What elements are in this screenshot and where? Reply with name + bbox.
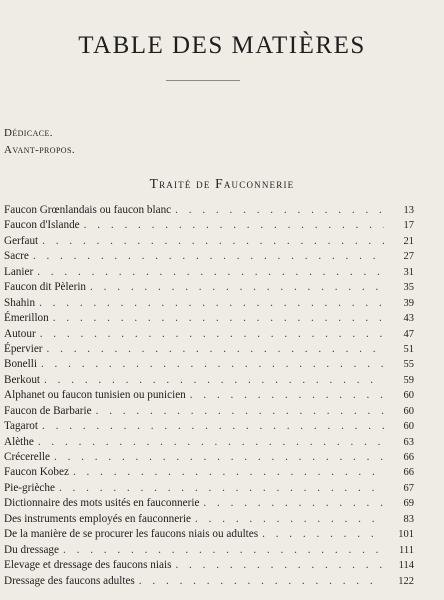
page-title: TABLE DES MATIÈRES [78, 32, 366, 59]
toc-entry [4, 559, 414, 574]
toc-entry [4, 219, 414, 234]
front-matter-avant-propos: Avant-propos. [4, 144, 75, 156]
toc-entry-page: 31 [403, 266, 414, 278]
toc-entry-page: 13 [403, 205, 414, 216]
toc-entry [4, 358, 414, 373]
dot-leader [73, 466, 384, 478]
dot-leader [59, 482, 384, 494]
toc-entry-page: 66 [403, 452, 414, 463]
dot-leader [40, 328, 384, 340]
title-rule [166, 80, 240, 81]
toc-entry-page: 59 [403, 374, 414, 386]
dot-leader [90, 281, 384, 293]
toc-entry [4, 297, 414, 312]
toc-entry-page: 43 [403, 313, 414, 325]
toc-entry-label: Sacre [4, 250, 29, 263]
toc-entry-label: Tagarot [4, 420, 39, 433]
toc-entry-label: Pie-grièche [4, 481, 55, 494]
dot-leader [175, 204, 384, 216]
toc-entry [4, 328, 414, 343]
toc-entry [4, 343, 414, 358]
dot-leader [53, 312, 384, 324]
dot-leader [262, 528, 384, 540]
dot-leader [37, 266, 384, 278]
toc-entry-label: Lanier [4, 265, 34, 278]
toc-entry-page: 27 [403, 251, 414, 263]
toc-entry-page: 111 [399, 544, 414, 556]
toc-entry-label: Faucon Kobez [4, 466, 69, 479]
toc-entry-page: 51 [403, 343, 414, 355]
dot-leader [190, 389, 384, 401]
toc-entry-label: Faucon dit Pèlerin [4, 281, 87, 294]
toc-entry [4, 513, 414, 528]
toc-entry [4, 266, 414, 281]
toc-entry [4, 420, 414, 435]
toc-entry-page: 35 [403, 282, 414, 294]
dot-leader [47, 343, 384, 355]
toc-entry-page: 60 [403, 405, 414, 417]
dot-leader [63, 544, 384, 556]
toc-entry-label: Du dressage [4, 543, 59, 556]
dot-leader [203, 497, 384, 509]
toc-entry-label: Crécerelle [4, 451, 50, 463]
toc-entry-label: Faucon d'Islande [4, 219, 80, 232]
front-matter-dedicace: Dédicace. [4, 127, 53, 139]
toc-entry-label: Alèthe [4, 435, 34, 448]
toc-entry-page: 101 [398, 529, 414, 541]
toc-entry-label: Autour [4, 327, 36, 340]
toc-entry [4, 466, 414, 481]
toc-entry-label: Faucon de Barbarie [4, 404, 92, 417]
dot-leader [33, 250, 384, 262]
toc-entry-label: Bonelli [4, 358, 37, 371]
toc-entry-label: Épervier [4, 342, 43, 355]
dot-leader [54, 451, 384, 463]
toc-entry-page: 122 [398, 575, 414, 587]
table-of-contents [4, 204, 414, 590]
toc-entry-page: 60 [403, 390, 414, 402]
toc-entry-label: Faucon Grœnlandais ou faucon blanc [4, 204, 172, 216]
toc-entry [4, 405, 414, 420]
dot-leader [42, 420, 384, 432]
toc-entry-page: 55 [403, 359, 414, 371]
toc-entry-page: 66 [403, 467, 414, 479]
dot-leader [44, 374, 384, 386]
toc-entry-page: 63 [403, 436, 414, 448]
toc-entry-label: Alphanet ou faucon tunisien ou punicien [4, 389, 186, 402]
toc-entry [4, 528, 414, 543]
toc-entry-label: Elevage et dressage des faucons niais [4, 559, 172, 572]
toc-entry [4, 204, 414, 219]
toc-entry-page: 39 [403, 297, 414, 309]
toc-entry-label: Gerfaut [4, 234, 39, 247]
dot-leader [39, 297, 384, 309]
toc-entry-page: 114 [398, 560, 414, 572]
toc-entry-page: 47 [403, 328, 414, 340]
toc-entry [4, 575, 414, 590]
toc-entry-page: 60 [403, 421, 414, 433]
dot-leader [139, 575, 384, 587]
toc-entry [4, 436, 414, 451]
toc-entry [4, 389, 414, 404]
toc-entry-page: 83 [403, 513, 414, 525]
toc-entry [4, 312, 414, 327]
toc-entry [4, 497, 414, 512]
toc-entry-label: Dictionnaire des mots usités en fauconnerie [4, 497, 200, 510]
toc-entry [4, 544, 414, 559]
toc-entry-label: De la manière de se procurer les faucons niais ou adultes [4, 528, 259, 541]
toc-entry-label: Des instruments employés en fauconnerie [4, 512, 192, 525]
section-title: Traité de Fauconnerie [149, 176, 295, 191]
dot-leader [84, 219, 384, 231]
dot-leader [96, 405, 384, 417]
dot-leader [38, 436, 384, 448]
toc-entry-label: Shahin [4, 296, 36, 309]
toc-entry [4, 374, 414, 389]
dot-leader [42, 235, 384, 247]
dot-leader [175, 559, 384, 571]
toc-entry-label: Émerillon [4, 312, 49, 325]
toc-entry-label: Dressage des faucons adultes [4, 574, 135, 587]
toc-entry [4, 451, 414, 466]
dot-leader [195, 513, 384, 525]
toc-entry-page: 17 [403, 220, 414, 232]
toc-entry [4, 250, 414, 265]
toc-entry-label: Berkout [4, 373, 41, 386]
toc-entry-page: 21 [403, 235, 414, 247]
dot-leader [41, 358, 384, 370]
toc-entry [4, 281, 414, 296]
toc-entry-page: 69 [403, 498, 414, 510]
toc-entry [4, 235, 414, 250]
toc-entry [4, 482, 414, 497]
toc-entry-page: 67 [403, 482, 414, 494]
